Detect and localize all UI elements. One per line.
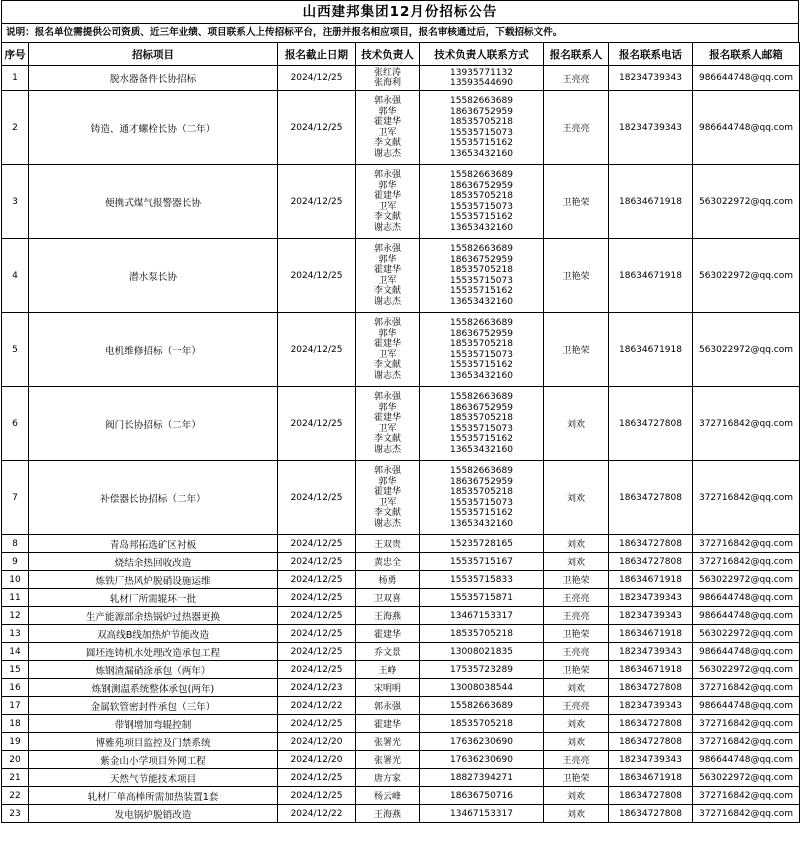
table-row xyxy=(2,535,800,553)
tech-phone: 18636752959 xyxy=(450,328,513,339)
row-contact-phone: 18234739343 xyxy=(609,697,693,715)
row-tech-phone: 18636750716 xyxy=(420,787,544,805)
row-project: 轧材厂单高棒所需加热装置1套 xyxy=(29,787,278,805)
table-row xyxy=(2,697,800,715)
tech-phone: 18535705218 xyxy=(450,117,513,127)
table-row xyxy=(2,805,800,823)
row-deadline: 2024/12/20 xyxy=(278,751,356,769)
row-project: 紫金山小学项目外网工程 xyxy=(29,751,278,769)
row-contact: 王亮亮 xyxy=(544,589,609,607)
tech-phone: 15535715162 xyxy=(450,138,513,148)
tech-name: 郭永强 xyxy=(373,244,401,254)
row-email: 986644748@qq.com xyxy=(693,697,800,715)
header-no: 序号 xyxy=(2,43,29,66)
row-deadline: 2024/12/25 xyxy=(278,769,356,787)
tech-phone: 15535715073 xyxy=(450,423,513,434)
row-contact: 卫艳荣 xyxy=(544,769,609,787)
row-email: 372716842@qq.com xyxy=(693,787,800,805)
tech-name: 李文献 xyxy=(373,434,401,444)
row-contact-phone: 18634671918 xyxy=(609,239,693,313)
row-deadline: 2024/12/25 xyxy=(278,461,356,535)
row-tech: 郭永强 xyxy=(356,697,420,715)
table-row xyxy=(2,769,800,787)
tech-name: 卫军 xyxy=(378,349,397,360)
tech-name: 谢志杰 xyxy=(373,296,401,307)
row-project: 炼钢渣漏硝涂承包（两年） xyxy=(29,661,278,679)
row-contact: 刘欢 xyxy=(544,805,609,823)
row-project: 炼铁厂热风炉脱硝设施运维 xyxy=(29,571,278,589)
row-no: 1 xyxy=(2,66,29,91)
tech-phone: 15582663689 xyxy=(450,244,513,254)
tech-name: 张红涛 xyxy=(373,67,401,78)
tech-phone: 13653432160 xyxy=(450,296,513,307)
tech-name: 郭华 xyxy=(378,180,397,191)
row-contact: 卫艳荣 xyxy=(544,165,609,239)
row-deadline: 2024/12/20 xyxy=(278,733,356,751)
row-no: 19 xyxy=(2,733,29,751)
row-project: 电机维修招标（一年） xyxy=(29,313,278,387)
row-contact: 刘欢 xyxy=(544,387,609,461)
row-contact-phone: 18234739343 xyxy=(609,589,693,607)
row-email: 372716842@qq.com xyxy=(693,679,800,697)
row-no: 13 xyxy=(2,625,29,643)
row-tech xyxy=(356,387,420,461)
tech-phone: 18535705218 xyxy=(450,265,513,275)
tech-name: 卫军 xyxy=(378,423,397,434)
row-no: 21 xyxy=(2,769,29,787)
row-email: 563022972@qq.com xyxy=(693,769,800,787)
tech-name: 郭华 xyxy=(378,254,397,265)
table-row xyxy=(2,661,800,679)
tech-phone: 18535705218 xyxy=(450,487,513,497)
row-no: 17 xyxy=(2,697,29,715)
row-tech xyxy=(356,461,420,535)
row-no: 20 xyxy=(2,751,29,769)
tech-phone: 18535705218 xyxy=(450,191,513,201)
row-tech xyxy=(356,165,420,239)
row-contact: 刘欢 xyxy=(544,787,609,805)
tech-name: 李文献 xyxy=(373,508,401,518)
tech-name: 郭华 xyxy=(378,402,397,413)
row-tech xyxy=(356,91,420,165)
tech-name: 卫军 xyxy=(378,127,397,138)
tech-name: 郭永强 xyxy=(373,466,401,476)
tech-name: 谢志杰 xyxy=(373,518,401,529)
tech-name: 郭华 xyxy=(378,328,397,339)
tech-name: 郭华 xyxy=(378,106,397,117)
row-contact: 刘欢 xyxy=(544,715,609,733)
row-tech: 王海燕 xyxy=(356,607,420,625)
row-tech: 霍建华 xyxy=(356,625,420,643)
row-deadline: 2024/12/25 xyxy=(278,91,356,165)
row-email: 986644748@qq.com xyxy=(693,643,800,661)
row-contact-phone: 18234739343 xyxy=(609,91,693,165)
table-row xyxy=(2,715,800,733)
row-email: 986644748@qq.com xyxy=(693,751,800,769)
table-row xyxy=(2,607,800,625)
tech-phone: 18636752959 xyxy=(450,476,513,487)
row-email: 372716842@qq.com xyxy=(693,733,800,751)
row-no: 16 xyxy=(2,679,29,697)
row-email: 986644748@qq.com xyxy=(693,66,800,91)
row-tech-phone: 15582663689 xyxy=(420,697,544,715)
row-deadline: 2024/12/25 xyxy=(278,535,356,553)
bid-table xyxy=(1,42,800,823)
row-tech-phone xyxy=(420,165,544,239)
tech-phone: 15535715162 xyxy=(450,286,513,296)
table-row xyxy=(2,625,800,643)
tech-phone: 13653432160 xyxy=(450,222,513,233)
tech-name: 霍建华 xyxy=(373,413,401,423)
row-no: 3 xyxy=(2,165,29,239)
row-contact-phone: 18634727808 xyxy=(609,461,693,535)
tech-name: 谢志杰 xyxy=(373,222,401,233)
row-no: 5 xyxy=(2,313,29,387)
row-tech: 杨云峰 xyxy=(356,787,420,805)
row-project: 青岛邦拓选矿区衬板 xyxy=(29,535,278,553)
tech-name: 李文献 xyxy=(373,212,401,222)
tech-phone: 18535705218 xyxy=(450,339,513,349)
row-project: 生产能源部余热锅炉过热器更换 xyxy=(29,607,278,625)
header-tech: 技术负责人 xyxy=(356,43,420,66)
row-deadline: 2024/12/25 xyxy=(278,165,356,239)
row-contact-phone: 18634671918 xyxy=(609,769,693,787)
header-contact-phone: 报名联系电话 xyxy=(609,43,693,66)
tech-name: 卫军 xyxy=(378,201,397,212)
row-contact: 王亮亮 xyxy=(544,91,609,165)
row-no: 15 xyxy=(2,661,29,679)
row-tech: 唐方家 xyxy=(356,769,420,787)
page-title: 山西建邦集团12月份招标公告 xyxy=(1,0,799,23)
row-tech-phone: 18827394271 xyxy=(420,769,544,787)
row-project: 博雅苑项目监控及门禁系统 xyxy=(29,733,278,751)
row-contact-phone: 18234739343 xyxy=(609,643,693,661)
row-project: 烧结余热回收改造 xyxy=(29,553,278,571)
row-deadline: 2024/12/25 xyxy=(278,66,356,91)
row-project: 炼钢测温系统整体承包(两年) xyxy=(29,679,278,697)
row-deadline: 2024/12/22 xyxy=(278,697,356,715)
row-no: 11 xyxy=(2,589,29,607)
row-tech: 杨勇 xyxy=(356,571,420,589)
tech-phone: 15535715073 xyxy=(450,127,513,138)
header-email: 报名联系人邮箱 xyxy=(693,43,800,66)
tech-name: 谢志杰 xyxy=(373,148,401,159)
tech-phone: 15582663689 xyxy=(450,170,513,180)
row-no: 6 xyxy=(2,387,29,461)
table-row xyxy=(2,571,800,589)
row-email: 372716842@qq.com xyxy=(693,553,800,571)
row-email: 563022972@qq.com xyxy=(693,239,800,313)
row-tech-phone: 15535715833 xyxy=(420,571,544,589)
tech-name: 张海利 xyxy=(373,78,401,88)
row-deadline: 2024/12/25 xyxy=(278,715,356,733)
row-project: 铸造、通才螺栓长协（二年） xyxy=(29,91,278,165)
row-project: 潜水泵长协 xyxy=(29,239,278,313)
row-contact-phone: 18234739343 xyxy=(609,66,693,91)
row-contact: 王亮亮 xyxy=(544,643,609,661)
tech-phone: 13593544690 xyxy=(450,78,513,88)
header-deadline: 报名截止日期 xyxy=(278,43,356,66)
row-email: 563022972@qq.com xyxy=(693,571,800,589)
tech-phone: 15582663689 xyxy=(450,318,513,328)
tech-name: 郭华 xyxy=(378,476,397,487)
row-project: 天然气节能技术项目 xyxy=(29,769,278,787)
header-row xyxy=(2,43,800,66)
row-tech-phone xyxy=(420,313,544,387)
row-no: 9 xyxy=(2,553,29,571)
tech-phone: 18636752959 xyxy=(450,402,513,413)
row-contact-phone: 18634727808 xyxy=(609,787,693,805)
row-tech-phone: 17636230690 xyxy=(420,733,544,751)
row-no: 4 xyxy=(2,239,29,313)
tech-name: 卫军 xyxy=(378,275,397,286)
table-row xyxy=(2,643,800,661)
row-contact: 卫艳荣 xyxy=(544,625,609,643)
row-deadline: 2024/12/22 xyxy=(278,805,356,823)
tech-name: 郭永强 xyxy=(373,318,401,328)
row-deadline: 2024/12/25 xyxy=(278,239,356,313)
row-deadline: 2024/12/25 xyxy=(278,661,356,679)
row-no: 22 xyxy=(2,787,29,805)
row-tech-phone: 13467153317 xyxy=(420,607,544,625)
row-tech-phone: 13008038544 xyxy=(420,679,544,697)
row-deadline: 2024/12/25 xyxy=(278,607,356,625)
row-tech: 霍建华 xyxy=(356,715,420,733)
bid-announcement-sheet xyxy=(1,0,799,823)
row-tech: 张署光 xyxy=(356,733,420,751)
tech-phone: 18535705218 xyxy=(450,413,513,423)
tech-name: 霍建华 xyxy=(373,191,401,201)
row-contact: 王亮亮 xyxy=(544,751,609,769)
table-row xyxy=(2,165,800,239)
row-tech-phone: 18535705218 xyxy=(420,625,544,643)
row-contact-phone: 18634727808 xyxy=(609,715,693,733)
row-project: 便携式煤气报警器长协 xyxy=(29,165,278,239)
tech-phone: 15582663689 xyxy=(450,96,513,106)
table-row xyxy=(2,313,800,387)
row-email: 372716842@qq.com xyxy=(693,387,800,461)
tech-name: 谢志杰 xyxy=(373,370,401,381)
row-no: 23 xyxy=(2,805,29,823)
row-tech: 王峥 xyxy=(356,661,420,679)
row-contact: 卫艳荣 xyxy=(544,661,609,679)
row-email: 986644748@qq.com xyxy=(693,91,800,165)
tech-name: 霍建华 xyxy=(373,339,401,349)
row-contact-phone: 18634671918 xyxy=(609,165,693,239)
row-tech-phone: 15235728165 xyxy=(420,535,544,553)
tech-phone: 15535715162 xyxy=(450,434,513,444)
row-tech: 黄忠全 xyxy=(356,553,420,571)
row-project: 金属软管密封件承包（三年） xyxy=(29,697,278,715)
header-tech-phone: 技术负责人联系方式 xyxy=(420,43,544,66)
row-contact-phone: 18634727808 xyxy=(609,733,693,751)
table-row xyxy=(2,787,800,805)
row-deadline: 2024/12/25 xyxy=(278,571,356,589)
row-email: 563022972@qq.com xyxy=(693,165,800,239)
tech-name: 霍建华 xyxy=(373,265,401,275)
row-deadline: 2024/12/23 xyxy=(278,679,356,697)
tech-phone: 15535715073 xyxy=(450,497,513,508)
instructions-note: 说明：报名单位需提供公司资质、近三年业绩、项目联系人上传招标平台，注册并报名相应项目，报名审核通过后，下载招标文件。 xyxy=(1,23,799,42)
row-contact-phone: 18634671918 xyxy=(609,313,693,387)
table-row xyxy=(2,733,800,751)
tech-phone: 15582663689 xyxy=(450,392,513,402)
row-contact-phone: 18634727808 xyxy=(609,387,693,461)
row-tech: 张署光 xyxy=(356,751,420,769)
table-row xyxy=(2,751,800,769)
row-no: 14 xyxy=(2,643,29,661)
row-email: 372716842@qq.com xyxy=(693,535,800,553)
table-row xyxy=(2,553,800,571)
row-contact: 王亮亮 xyxy=(544,607,609,625)
row-contact: 卫艳荣 xyxy=(544,313,609,387)
row-no: 2 xyxy=(2,91,29,165)
tech-name: 霍建华 xyxy=(373,487,401,497)
row-tech-phone: 17535723289 xyxy=(420,661,544,679)
row-contact: 刘欢 xyxy=(544,535,609,553)
row-tech-phone xyxy=(420,66,544,91)
row-contact: 卫艳荣 xyxy=(544,239,609,313)
row-no: 8 xyxy=(2,535,29,553)
row-project: 阀门长协招标（二年） xyxy=(29,387,278,461)
header-project: 招标项目 xyxy=(29,43,278,66)
row-deadline: 2024/12/25 xyxy=(278,589,356,607)
row-tech xyxy=(356,313,420,387)
row-email: 986644748@qq.com xyxy=(693,607,800,625)
tech-phone: 18636752959 xyxy=(450,180,513,191)
row-tech: 乔文景 xyxy=(356,643,420,661)
row-tech-phone xyxy=(420,239,544,313)
row-contact-phone: 18634727808 xyxy=(609,535,693,553)
row-tech-phone: 18535705218 xyxy=(420,715,544,733)
row-email: 986644748@qq.com xyxy=(693,589,800,607)
tech-phone: 13653432160 xyxy=(450,148,513,159)
tech-name: 郭永强 xyxy=(373,392,401,402)
row-contact-phone: 18634727808 xyxy=(609,679,693,697)
table-row xyxy=(2,589,800,607)
tech-name: 李文献 xyxy=(373,138,401,148)
row-deadline: 2024/12/25 xyxy=(278,553,356,571)
row-tech xyxy=(356,239,420,313)
tech-phone: 15535715162 xyxy=(450,508,513,518)
row-contact: 卫艳荣 xyxy=(544,571,609,589)
row-project: 双高线B线加热炉节能改造 xyxy=(29,625,278,643)
row-contact: 刘欢 xyxy=(544,553,609,571)
tech-name: 卫军 xyxy=(378,497,397,508)
row-contact: 王亮亮 xyxy=(544,66,609,91)
table-row xyxy=(2,91,800,165)
row-tech-phone: 15535715167 xyxy=(420,553,544,571)
tech-phone: 15535715073 xyxy=(450,349,513,360)
row-contact-phone: 18234739343 xyxy=(609,607,693,625)
row-project: 补偿器长协招标（二年） xyxy=(29,461,278,535)
row-contact-phone: 18234739343 xyxy=(609,751,693,769)
row-tech: 王海燕 xyxy=(356,805,420,823)
tech-name: 郭永强 xyxy=(373,96,401,106)
tech-phone: 18636752959 xyxy=(450,106,513,117)
row-email: 563022972@qq.com xyxy=(693,661,800,679)
row-deadline: 2024/12/25 xyxy=(278,387,356,461)
tech-name: 谢志杰 xyxy=(373,444,401,455)
tech-phone: 13653432160 xyxy=(450,444,513,455)
row-tech-phone: 15535715871 xyxy=(420,589,544,607)
header-contact: 报名联系人 xyxy=(544,43,609,66)
row-tech-phone: 17636230690 xyxy=(420,751,544,769)
row-email: 372716842@qq.com xyxy=(693,461,800,535)
row-tech: 卫双喜 xyxy=(356,589,420,607)
tech-phone: 13653432160 xyxy=(450,518,513,529)
row-email: 372716842@qq.com xyxy=(693,805,800,823)
row-deadline: 2024/12/25 xyxy=(278,313,356,387)
tech-name: 李文献 xyxy=(373,360,401,370)
row-contact: 刘欢 xyxy=(544,733,609,751)
row-project: 发电锅炉脱销改造 xyxy=(29,805,278,823)
table-row xyxy=(2,239,800,313)
tech-phone: 15535715162 xyxy=(450,212,513,222)
row-contact-phone: 18634727808 xyxy=(609,553,693,571)
row-tech-phone xyxy=(420,91,544,165)
row-contact: 王亮亮 xyxy=(544,697,609,715)
row-no: 10 xyxy=(2,571,29,589)
tech-phone: 15535715073 xyxy=(450,201,513,212)
row-contact-phone: 18634671918 xyxy=(609,661,693,679)
row-tech-phone xyxy=(420,387,544,461)
row-deadline: 2024/12/25 xyxy=(278,787,356,805)
row-contact: 刘欢 xyxy=(544,679,609,697)
tech-name: 郭永强 xyxy=(373,170,401,180)
tech-phone: 13935771132 xyxy=(450,67,513,78)
row-deadline: 2024/12/25 xyxy=(278,625,356,643)
row-no: 18 xyxy=(2,715,29,733)
row-email: 372716842@qq.com xyxy=(693,715,800,733)
row-contact-phone: 18634671918 xyxy=(609,625,693,643)
row-tech-phone: 13008021835 xyxy=(420,643,544,661)
tech-phone: 15535715073 xyxy=(450,275,513,286)
row-deadline: 2024/12/25 xyxy=(278,643,356,661)
tech-phone: 18636752959 xyxy=(450,254,513,265)
table-row xyxy=(2,461,800,535)
tech-name: 霍建华 xyxy=(373,117,401,127)
row-tech-phone: 13467153317 xyxy=(420,805,544,823)
row-project: 脱水器备件长协招标 xyxy=(29,66,278,91)
table-row xyxy=(2,66,800,91)
row-no: 12 xyxy=(2,607,29,625)
row-project: 轧材厂所需辊环一批 xyxy=(29,589,278,607)
tech-phone: 13653432160 xyxy=(450,370,513,381)
row-tech: 宋明明 xyxy=(356,679,420,697)
row-email: 563022972@qq.com xyxy=(693,313,800,387)
row-tech: 王双贵 xyxy=(356,535,420,553)
row-contact-phone: 18634727808 xyxy=(609,805,693,823)
table-row xyxy=(2,387,800,461)
row-contact-phone: 18634671918 xyxy=(609,571,693,589)
row-no: 7 xyxy=(2,461,29,535)
tech-name: 李文献 xyxy=(373,286,401,296)
table-row xyxy=(2,679,800,697)
row-contact: 刘欢 xyxy=(544,461,609,535)
tech-phone: 15582663689 xyxy=(450,466,513,476)
row-project: 带钢增加弯辊控制 xyxy=(29,715,278,733)
row-project: 圆坯连铸机水处理改造承包工程 xyxy=(29,643,278,661)
row-tech-phone xyxy=(420,461,544,535)
row-email: 563022972@qq.com xyxy=(693,625,800,643)
tech-phone: 15535715162 xyxy=(450,360,513,370)
row-tech xyxy=(356,66,420,91)
